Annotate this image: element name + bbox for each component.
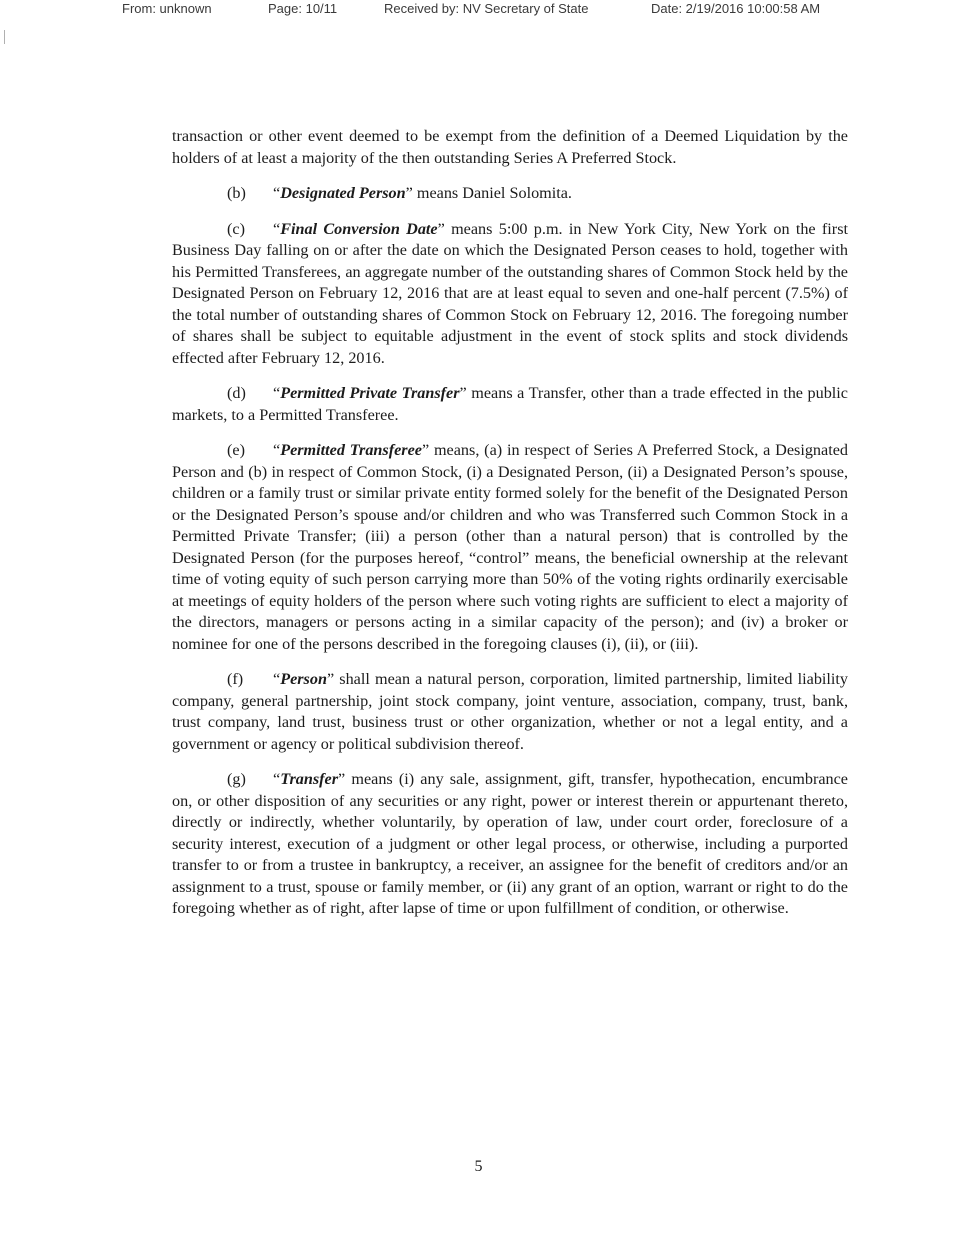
document-body bbox=[172, 126, 848, 920]
definition-e: (e) “Permitted Transferee” means, (a) in respect of Series A Preferred Stock, a Designated Person and (b) in respect of Common Stock, (i) a Designated Person, (ii) a Designated Person’s spouse, children or a family trust or similar private entity formed solely for the benefit of the Designated Person or the Designated Person’s spouse and/or children and who was Transferred such Common Stock in a Permitted Private Transfer; (iii) a person (other than a natural person) that is controlled by the Designated Person (for the purposes hereof, “control” means, the beneficial ownership at the relevant time of voting equity of such person carrying more than 50% of the voting rights ordinarily exercisable at meetings of equity holders of the person where such voting rights are sufficient to elect a majority of the directors, managers or persons acting in a similar capacity of the person); and (iv) a broker or nominee for one of the persons described in the foregoing clauses (i), (ii), or (iii). bbox=[172, 441, 848, 653]
fax-page: Page: 10/11 bbox=[268, 1, 338, 16]
definition-marker: (b) bbox=[227, 184, 246, 202]
definition-g: (g) “Transfer” means (i) any sale, assignment, gift, transfer, hypothecation, encumbrance on, or other disposition of any securities or any right, power or interest therein or appurtenant thereto, directly or indirectly, whether voluntarily, by operation of law, under court order, foreclosure of a security interest, execution of a judgment or other legal process, or otherwise, including a purported transfer to or from a trustee in bankruptcy, a receiver, an assignee for the benefit of creditors and/or an assignment to a trust, spouse or family member, or (ii) any grant of an option, warrant or right to do the foregoing whether as of right, after lapse of time or upon fulfillment of condition, or otherwise. bbox=[172, 770, 848, 917]
definition-text: means a Transfer, other than a trade effected in the public markets, to a Permitted Transferee. bbox=[172, 384, 848, 424]
definition-text: shall mean a natural person, corporation, limited partnership, limited liability company, general partnership, joint stock company, joint venture, association, company, trust, bank, trust company, land trust, business trust or other organization, whether or not a legal entity, and a government or agency or political subdivision thereof. bbox=[172, 670, 848, 753]
defined-term: Permitted Private Transfer bbox=[280, 384, 460, 402]
defined-term: Designated Person bbox=[280, 184, 406, 202]
definition-marker: (g) bbox=[227, 770, 246, 788]
fax-header bbox=[0, 0, 957, 20]
continuation-paragraph: transaction or other event deemed to be exempt from the definition of a Deemed Liquidation by the holders of at least a majority of the then outstanding Series A Preferred Stock. bbox=[172, 127, 848, 167]
definition-marker: (d) bbox=[227, 384, 246, 402]
definition-f: (f) “Person” shall mean a natural person, corporation, limited partnership, limited liability company, general partnership, joint stock company, joint venture, association, company, trust, bank, trust company, land trust, business trust or other organization, whether or not a legal entity, and a government or agency or political subdivision thereof. bbox=[172, 670, 848, 753]
definition-marker: (c) bbox=[227, 219, 245, 238]
fax-from: From: unknown bbox=[122, 1, 212, 16]
definition-marker: (f) bbox=[227, 670, 244, 688]
definition-b: (b) “Designated Person” means Daniel Solomita. bbox=[172, 183, 848, 205]
defined-term: Permitted Transferee bbox=[280, 441, 422, 459]
definition-text: means 5:00 p.m. in New York City, New York on the first Business Day falling on or after the date on which the Designated Person ceases to hold, together with his Permitted Transferees, an aggregate number of the outstanding shares of Common Stock held by the Designated Person on February 12, 2016 that are at least equal to seven and one-half percent (7.5%) of the total number of outstanding shares of Common Stock on February 12, 2016. The foregoing number of shares shall be subject to equitable adjustment in the event of stock splits and stock dividends effected after February 12, 2016. bbox=[172, 219, 848, 367]
definition-text: means Daniel Solomita. bbox=[412, 184, 572, 202]
defined-term: Final Conversion Date bbox=[280, 219, 438, 238]
fax-date: Date: 2/19/2016 10:00:58 AM bbox=[651, 1, 821, 16]
definition-marker: (e) bbox=[227, 441, 245, 459]
scan-margin-mark bbox=[4, 30, 5, 44]
definition-text: means, (a) in respect of Series A Preferred Stock, a Designated Person and (b) in respect of Common Stock, (i) a Designated Person, (ii) a Designated Person’s spouse, children or a family trust or similar private entity formed solely for the benefit of the Designated Person or the Designated Person’s spouse and/or children and who was Transferred such Common Stock in a Permitted Private Transfer; (iii) a person (other than a natural person) that is controlled by the Designated Person (for the purposes hereof, “control” means, the beneficial ownership at the relevant time of voting equity of such person carrying more than 50% of the voting rights ordinarily exercisable at meetings of equity holders of the person where such voting rights are sufficient to elect a majority of the directors, managers or persons acting in a similar capacity of the person); and (iv) a broker or nominee for one of the persons described in the foregoing clauses (i), (ii), or (iii). bbox=[172, 441, 848, 653]
defined-term: Transfer bbox=[280, 770, 339, 788]
definition-text: means (i) any sale, assignment, gift, transfer, hypothecation, encumbrance on, or other disposition of any securities or any right, power or interest therein or appurtenant thereto, directly or indirectly, whether voluntarily, by operation of law, under court order, foreclosure of a security interest, execution of a judgment or other legal process, or otherwise, including a purported transfer to or from a trustee in bankruptcy, a receiver, an assignee for the benefit of creditors and/or an assignment to a trust, spouse or family member, or (ii) any grant of an option, warrant or right to do the foregoing whether as of right, after lapse of time or upon fulfillment of condition, or otherwise. bbox=[172, 770, 848, 917]
fax-received-by: Received by: NV Secretary of State bbox=[384, 1, 589, 16]
definition-c: (c) “Final Conversion Date” means 5:00 p.m. in New York City, New York on the first Business Day falling on or after the date on which the Designated Person ceases to hold, together with his Permitted Transferees, an aggregate number of the outstanding shares of Common Stock held by the Designated Person on February 12, 2016 that are at least equal to seven and one-half percent (7.5%) of the total number of outstanding shares of Common Stock on February 12, 2016. The foregoing number of shares shall be subject to equitable adjustment in the event of stock splits and stock dividends effected after February 12, 2016. bbox=[172, 219, 848, 367]
defined-term: Person bbox=[280, 670, 327, 688]
page-number: 5 bbox=[474, 1158, 483, 1175]
definition-d: (d) “Permitted Private Transfer” means a Transfer, other than a trade effected in the public markets, to a Permitted Transferee. bbox=[172, 384, 848, 424]
